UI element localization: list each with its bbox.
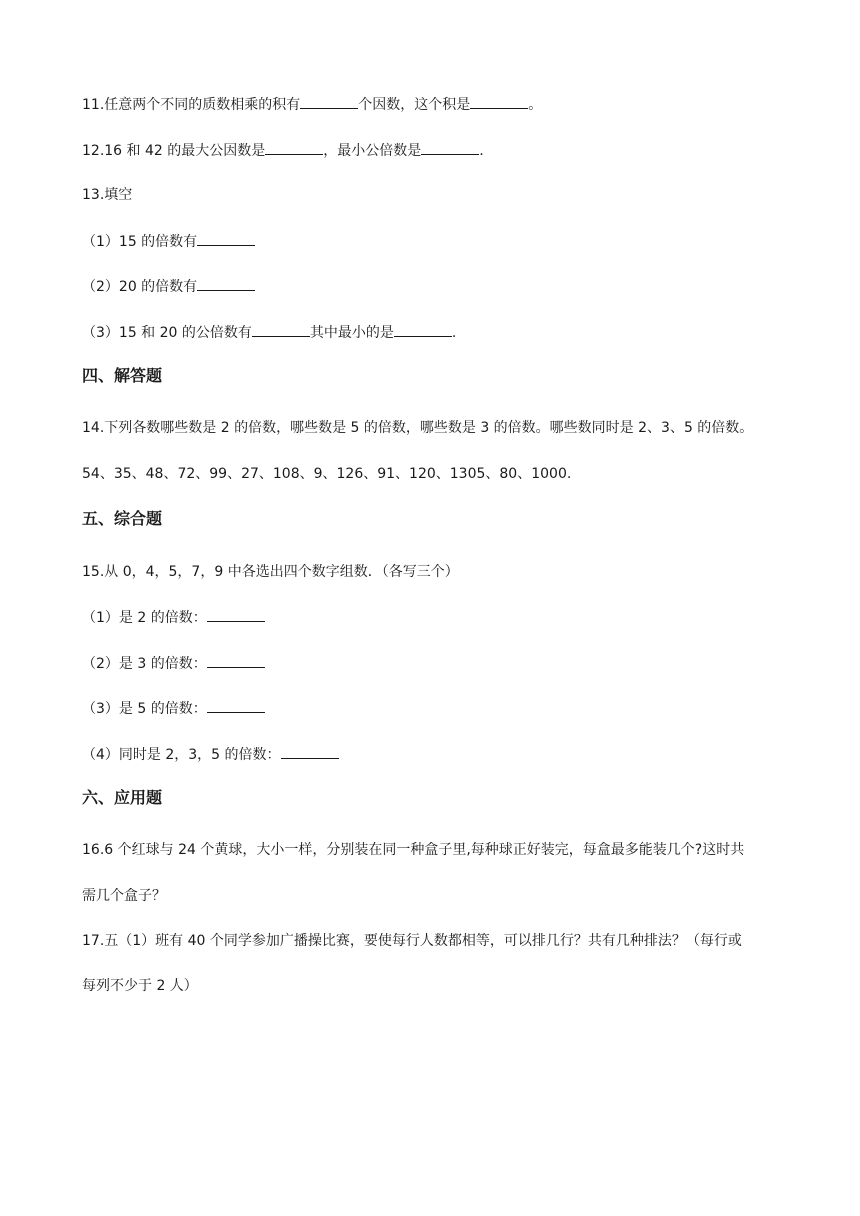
- question-17-line-2: 每列不少于 2 人）: [82, 978, 198, 994]
- q11-text-1: 11.任意两个不同的质数相乘的积有: [82, 97, 301, 113]
- q15-sub4-text: （4）同时是 2，3，5 的倍数：: [82, 747, 281, 763]
- answer-blank[interactable]: [207, 698, 265, 713]
- q12-text-3: .: [479, 143, 484, 159]
- q12-text-2: ，最小公倍数是: [323, 143, 422, 159]
- question-15-sub-4: [82, 744, 339, 765]
- answer-blank[interactable]: [197, 276, 255, 291]
- question-13-sub-3: [82, 322, 456, 343]
- question-14-numbers: 54、35、48、72、99、27、108、9、126、91、120、1305、80、1000.: [82, 466, 572, 482]
- question-13-sub-1: [82, 231, 255, 252]
- q11-text-3: 。: [528, 97, 543, 113]
- answer-blank[interactable]: [265, 140, 323, 155]
- section-heading-5: 五、综合题: [82, 509, 163, 528]
- q13-sub1-text: （1）15 的倍数有: [82, 234, 198, 250]
- section-heading-4: 四、解答题: [82, 366, 163, 385]
- question-14: 14.下列各数哪些数是 2 的倍数，哪些数是 5 的倍数，哪些数是 3 的倍数。哪些数同时是 2、3、5 的倍数。: [82, 420, 754, 436]
- question-16-line-1: 16.6 个红球与 24 个黄球，大小一样，分别装在同一种盒子里,每种球正好装完，每盒最多能装几个?这时共: [82, 842, 745, 858]
- answer-blank[interactable]: [421, 140, 479, 155]
- question-13-sub-2: [82, 276, 255, 297]
- answer-blank[interactable]: [281, 744, 339, 759]
- answer-blank[interactable]: [470, 94, 528, 109]
- section-heading-6: 六、应用题: [82, 788, 163, 807]
- q13-sub3-text-2: 其中最小的是: [309, 325, 394, 341]
- question-11: [82, 94, 542, 115]
- question-15: 15.从 0，4，5，7，9 中各选出四个数字组数．（各写三个）: [82, 564, 459, 580]
- q15-sub1-text: （1）是 2 的倍数：: [82, 610, 207, 626]
- question-17-line-1: 17.五（1）班有 40 个同学参加广播操比赛，要使每行人数都相等，可以排几行？共有几种排法？（每行或: [82, 933, 742, 949]
- q12-text-1: 12.16 和 42 的最大公因数是: [82, 143, 266, 159]
- q15-sub3-text: （3）是 5 的倍数：: [82, 701, 207, 717]
- answer-blank[interactable]: [207, 653, 265, 668]
- q13-sub3-text-1: （3）15 和 20 的公倍数有: [82, 325, 252, 341]
- question-15-sub-2: [82, 653, 265, 674]
- q13-sub2-text: （2）20 的倍数有: [82, 279, 198, 295]
- answer-blank[interactable]: [394, 322, 452, 337]
- question-15-sub-1: [82, 607, 265, 628]
- q13-sub3-text-3: .: [451, 325, 457, 341]
- question-15-sub-3: [82, 698, 265, 719]
- q11-text-2: 个因数，这个积是: [358, 97, 471, 113]
- answer-blank[interactable]: [252, 322, 310, 337]
- question-12: [82, 140, 484, 161]
- q15-sub2-text: （2）是 3 的倍数：: [82, 656, 207, 672]
- answer-blank[interactable]: [197, 231, 255, 246]
- question-16-line-2: 需几个盒子？: [82, 888, 166, 904]
- answer-blank[interactable]: [207, 607, 265, 622]
- question-13-title: 13.填空: [82, 187, 133, 203]
- answer-blank[interactable]: [300, 94, 358, 109]
